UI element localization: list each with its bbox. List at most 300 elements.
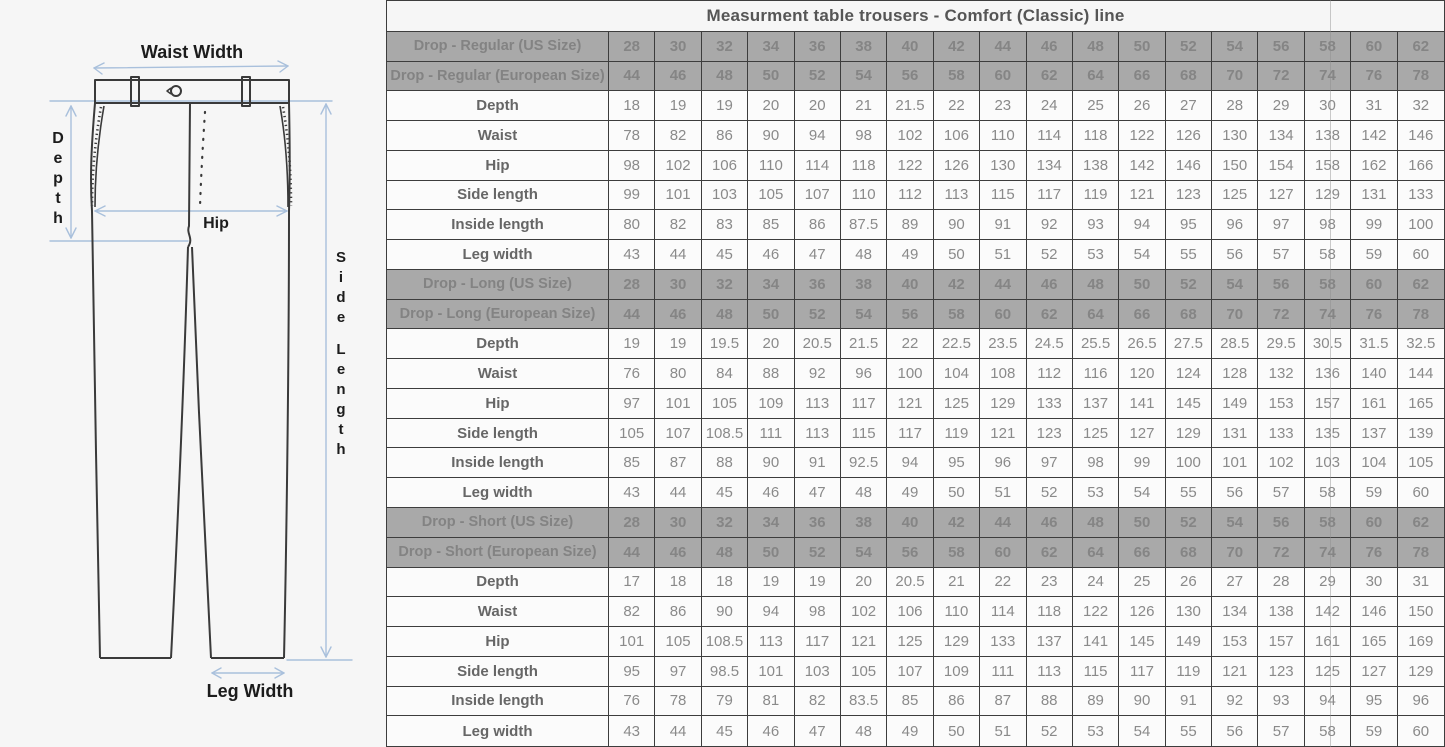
vertical-label-letter: t [338, 421, 344, 438]
row-label: Inside length [387, 687, 609, 717]
size-value-cell: 149 [1166, 627, 1212, 657]
size-value-cell: 166 [1398, 151, 1444, 181]
row-label: Depth [387, 91, 609, 121]
size-value-cell: 116 [1073, 359, 1119, 389]
row-label: Waist [387, 121, 609, 151]
size-value-cell: 27 [1166, 91, 1212, 121]
vertical-label-letter: e [336, 361, 346, 378]
row-label: Side length [387, 181, 609, 211]
size-value-cell: 56 [887, 62, 933, 92]
vertical-label-letter: L [336, 341, 346, 358]
size-value-cell: 57 [1258, 478, 1304, 508]
size-value-cell: 122 [1073, 597, 1119, 627]
size-value-cell: 64 [1073, 300, 1119, 330]
right-leg-outer [284, 103, 290, 658]
size-value-cell: 29 [1258, 91, 1304, 121]
size-value-cell: 59 [1351, 478, 1397, 508]
size-value-cell: 42 [934, 508, 980, 538]
size-value-cell: 24.5 [1027, 329, 1073, 359]
size-value-cell: 83 [702, 210, 748, 240]
size-value-cell: 19 [609, 329, 655, 359]
size-value-cell: 91 [1166, 687, 1212, 717]
size-value-cell: 68 [1166, 300, 1212, 330]
size-value-cell: 146 [1351, 597, 1397, 627]
size-value-cell: 44 [609, 300, 655, 330]
size-value-cell: 23 [980, 91, 1026, 121]
size-value-cell: 54 [1119, 240, 1165, 270]
size-value-cell: 94 [887, 448, 933, 478]
size-value-cell: 97 [655, 657, 701, 687]
size-value-cell: 106 [702, 151, 748, 181]
size-value-cell: 99 [1351, 210, 1397, 240]
size-value-cell: 88 [1027, 687, 1073, 717]
size-value-cell: 107 [887, 657, 933, 687]
size-value-cell: 32 [702, 32, 748, 62]
size-value-cell: 43 [609, 240, 655, 270]
size-value-cell: 142 [1305, 597, 1351, 627]
size-value-cell: 57 [1258, 716, 1304, 746]
size-value-cell: 52 [1027, 716, 1073, 746]
size-value-cell: 98 [1073, 448, 1119, 478]
size-value-cell: 82 [609, 597, 655, 627]
size-value-cell: 98 [841, 121, 887, 151]
size-value-cell: 52 [1166, 270, 1212, 300]
size-value-cell: 113 [934, 181, 980, 211]
size-value-cell: 30.5 [1305, 329, 1351, 359]
size-value-cell: 30 [655, 508, 701, 538]
size-value-cell: 52 [1166, 32, 1212, 62]
size-value-cell: 105 [702, 389, 748, 419]
size-value-cell: 23 [1027, 568, 1073, 598]
size-value-cell: 56 [1212, 478, 1258, 508]
size-value-cell: 142 [1351, 121, 1397, 151]
size-value-cell: 66 [1119, 62, 1165, 92]
measurement-row [387, 389, 1444, 419]
size-value-cell: 87.5 [841, 210, 887, 240]
size-value-cell: 112 [1027, 359, 1073, 389]
size-value-cell: 58 [934, 62, 980, 92]
size-value-cell: 58 [1305, 508, 1351, 538]
measurement-row [387, 240, 1444, 270]
size-value-cell: 157 [1258, 627, 1304, 657]
size-value-cell: 46 [1027, 270, 1073, 300]
size-value-cell: 141 [1119, 389, 1165, 419]
size-value-cell: 125 [1305, 657, 1351, 687]
size-value-cell: 78 [1398, 62, 1444, 92]
table-title-row [387, 1, 1444, 32]
size-value-cell: 54 [1212, 32, 1258, 62]
measurement-row [387, 210, 1444, 240]
size-value-cell: 52 [1166, 508, 1212, 538]
size-value-cell: 62 [1027, 538, 1073, 568]
size-value-cell: 56 [1212, 716, 1258, 746]
size-value-cell: 130 [1212, 121, 1258, 151]
measurement-row [387, 657, 1444, 687]
size-value-cell: 46 [1027, 508, 1073, 538]
size-value-cell: 154 [1258, 151, 1304, 181]
size-value-cell: 25.5 [1073, 329, 1119, 359]
size-value-cell: 21 [934, 568, 980, 598]
size-value-cell: 60 [1398, 478, 1444, 508]
row-label: Drop - Long (US Size) [387, 270, 609, 300]
size-value-cell: 137 [1073, 389, 1119, 419]
size-value-cell: 94 [1305, 687, 1351, 717]
size-value-cell: 115 [980, 181, 1026, 211]
row-label: Waist [387, 597, 609, 627]
size-value-cell: 76 [1351, 538, 1397, 568]
row-label: Depth [387, 568, 609, 598]
size-value-cell: 20 [795, 91, 841, 121]
size-value-cell: 45 [702, 716, 748, 746]
size-value-cell: 29 [1305, 568, 1351, 598]
size-value-cell: 76 [1351, 62, 1397, 92]
size-value-cell: 64 [1073, 62, 1119, 92]
measurement-row [387, 627, 1444, 657]
size-value-cell: 101 [655, 389, 701, 419]
size-value-cell: 127 [1258, 181, 1304, 211]
drop-header-row [387, 300, 1444, 330]
size-value-cell: 102 [1258, 448, 1304, 478]
size-value-cell: 70 [1212, 62, 1258, 92]
size-value-cell: 102 [887, 121, 933, 151]
size-value-cell: 138 [1258, 597, 1304, 627]
size-value-cell: 22 [980, 568, 1026, 598]
size-value-cell: 145 [1166, 389, 1212, 419]
size-value-cell: 49 [887, 716, 933, 746]
size-value-cell: 48 [702, 62, 748, 92]
row-label: Hip [387, 627, 609, 657]
size-value-cell: 28 [1258, 568, 1304, 598]
size-value-cell: 113 [748, 627, 794, 657]
size-value-cell: 48 [702, 538, 748, 568]
size-value-cell: 54 [841, 300, 887, 330]
size-value-cell: 136 [1305, 359, 1351, 389]
size-value-cell: 129 [934, 627, 980, 657]
size-value-cell: 26.5 [1119, 329, 1165, 359]
size-value-cell: 32 [1398, 91, 1444, 121]
measurement-table [386, 0, 1445, 747]
size-value-cell: 98.5 [702, 657, 748, 687]
row-label: Hip [387, 151, 609, 181]
size-value-cell: 54 [841, 538, 887, 568]
size-value-cell: 47 [795, 478, 841, 508]
size-value-cell: 99 [1119, 448, 1165, 478]
measurement-row [387, 716, 1444, 746]
size-value-cell: 95 [609, 657, 655, 687]
size-value-cell: 19 [655, 329, 701, 359]
vertical-label-letter: S [335, 249, 347, 266]
size-value-cell: 74 [1305, 538, 1351, 568]
size-value-cell: 66 [1119, 538, 1165, 568]
size-value-cell: 19.5 [702, 329, 748, 359]
size-value-cell: 36 [795, 270, 841, 300]
size-value-cell: 90 [1119, 687, 1165, 717]
size-value-cell: 36 [795, 508, 841, 538]
size-value-cell: 48 [841, 240, 887, 270]
size-value-cell: 48 [1073, 270, 1119, 300]
size-value-cell: 68 [1166, 538, 1212, 568]
size-value-cell: 106 [934, 121, 980, 151]
row-label: Waist [387, 359, 609, 389]
size-value-cell: 101 [609, 627, 655, 657]
size-value-cell: 46 [1027, 32, 1073, 62]
size-value-cell: 19 [702, 91, 748, 121]
size-value-cell: 97 [609, 389, 655, 419]
size-value-cell: 94 [1119, 210, 1165, 240]
size-value-cell: 104 [934, 359, 980, 389]
drop-header-row [387, 62, 1444, 92]
size-value-cell: 96 [1398, 687, 1444, 717]
size-value-cell: 127 [1119, 419, 1165, 449]
fly-line [188, 103, 190, 247]
size-value-cell: 149 [1212, 389, 1258, 419]
size-value-cell: 28 [609, 508, 655, 538]
size-value-cell: 19 [748, 568, 794, 598]
size-value-cell: 82 [655, 210, 701, 240]
trousers-diagram-svg [0, 0, 386, 747]
size-value-cell: 100 [1166, 448, 1212, 478]
size-value-cell: 34 [748, 32, 794, 62]
vertical-label-letter: n [336, 381, 346, 398]
vertical-label-letter: g [336, 401, 346, 418]
size-value-cell: 105 [1398, 448, 1444, 478]
size-value-cell: 105 [748, 181, 794, 211]
size-value-cell: 88 [702, 448, 748, 478]
size-value-cell: 40 [887, 508, 933, 538]
size-value-cell: 114 [795, 151, 841, 181]
measurement-row [387, 419, 1444, 449]
size-value-cell: 84 [702, 359, 748, 389]
size-value-cell: 62 [1398, 270, 1444, 300]
size-value-cell: 50 [748, 62, 794, 92]
size-value-cell: 46 [748, 716, 794, 746]
size-value-cell: 169 [1398, 627, 1444, 657]
size-value-cell: 100 [1398, 210, 1444, 240]
size-value-cell: 100 [887, 359, 933, 389]
size-value-cell: 44 [980, 270, 1026, 300]
size-value-cell: 150 [1398, 597, 1444, 627]
size-value-cell: 105 [609, 419, 655, 449]
size-value-cell: 44 [655, 240, 701, 270]
size-value-cell: 110 [934, 597, 980, 627]
size-value-cell: 62 [1398, 508, 1444, 538]
size-value-cell: 55 [1166, 478, 1212, 508]
measurement-row [387, 597, 1444, 627]
size-value-cell: 133 [980, 627, 1026, 657]
size-value-cell: 58 [1305, 240, 1351, 270]
size-value-cell: 153 [1258, 389, 1304, 419]
size-value-cell: 60 [1351, 270, 1397, 300]
size-value-cell: 119 [934, 419, 980, 449]
size-value-cell: 113 [795, 419, 841, 449]
right-leg-inner [192, 247, 211, 658]
size-value-cell: 52 [795, 538, 841, 568]
size-value-cell: 38 [841, 32, 887, 62]
size-value-cell: 162 [1351, 151, 1397, 181]
size-value-cell: 134 [1258, 121, 1304, 151]
size-value-cell: 21.5 [887, 91, 933, 121]
size-value-cell: 108.5 [702, 627, 748, 657]
size-value-cell: 90 [934, 210, 980, 240]
size-value-cell: 43 [609, 716, 655, 746]
size-value-cell: 30 [655, 270, 701, 300]
waistband [95, 80, 289, 103]
size-value-cell: 43 [609, 478, 655, 508]
size-value-cell: 146 [1398, 121, 1444, 151]
size-value-cell: 130 [1166, 597, 1212, 627]
crease-dotted-line [200, 112, 205, 207]
size-value-cell: 104 [1351, 448, 1397, 478]
size-value-cell: 121 [980, 419, 1026, 449]
size-value-cell: 42 [934, 32, 980, 62]
size-value-cell: 114 [980, 597, 1026, 627]
size-value-cell: 92 [1027, 210, 1073, 240]
size-value-cell: 126 [934, 151, 980, 181]
vertical-label-letter: p [53, 170, 63, 187]
drop-header-row [387, 32, 1444, 62]
size-value-cell: 56 [1258, 270, 1304, 300]
size-value-cell: 120 [1119, 359, 1165, 389]
row-label: Side length [387, 419, 609, 449]
size-value-cell: 96 [980, 448, 1026, 478]
size-value-cell: 95 [934, 448, 980, 478]
size-value-cell: 30 [655, 32, 701, 62]
drop-header-row [387, 270, 1444, 300]
measurement-row [387, 478, 1444, 508]
size-value-cell: 129 [1166, 419, 1212, 449]
size-value-cell: 107 [795, 181, 841, 211]
size-value-cell: 126 [1119, 597, 1165, 627]
size-value-cell: 113 [795, 389, 841, 419]
size-value-cell: 133 [1398, 181, 1444, 211]
size-value-cell: 119 [1073, 181, 1119, 211]
size-value-cell: 124 [1166, 359, 1212, 389]
size-value-cell: 80 [655, 359, 701, 389]
size-value-cell: 98 [1305, 210, 1351, 240]
size-value-cell: 118 [1073, 121, 1119, 151]
measurement-row [387, 181, 1444, 211]
size-value-cell: 53 [1073, 478, 1119, 508]
size-value-cell: 165 [1351, 627, 1397, 657]
size-value-cell: 118 [841, 151, 887, 181]
size-value-cell: 34 [748, 508, 794, 538]
vertical-label-letter: D [52, 130, 64, 147]
size-value-cell: 53 [1073, 240, 1119, 270]
size-value-cell: 92.5 [841, 448, 887, 478]
size-value-cell: 146 [1166, 151, 1212, 181]
size-value-cell: 51 [980, 478, 1026, 508]
size-value-cell: 131 [1212, 419, 1258, 449]
size-value-cell: 56 [1258, 32, 1304, 62]
measurement-row [387, 121, 1444, 151]
size-value-cell: 118 [1027, 597, 1073, 627]
trousers-outline [91, 77, 290, 658]
size-value-cell: 94 [795, 121, 841, 151]
row-label: Hip [387, 389, 609, 419]
size-value-cell: 54 [1119, 478, 1165, 508]
size-value-cell: 28 [609, 270, 655, 300]
size-value-cell: 80 [609, 210, 655, 240]
size-value-cell: 19 [795, 568, 841, 598]
size-value-cell: 44 [980, 32, 1026, 62]
size-value-cell: 52 [795, 300, 841, 330]
size-value-cell: 40 [887, 32, 933, 62]
size-value-cell: 52 [1027, 240, 1073, 270]
size-value-cell: 56 [887, 300, 933, 330]
size-value-cell: 101 [748, 657, 794, 687]
size-value-cell: 50 [748, 300, 794, 330]
size-value-cell: 125 [1073, 419, 1119, 449]
size-value-cell: 59 [1351, 716, 1397, 746]
size-value-cell: 53 [1073, 716, 1119, 746]
size-value-cell: 62 [1027, 300, 1073, 330]
size-value-cell: 66 [1119, 300, 1165, 330]
vertical-label-letter: e [336, 309, 346, 326]
hip-label: Hip [203, 215, 229, 232]
size-value-cell: 86 [934, 687, 980, 717]
size-value-cell: 46 [748, 240, 794, 270]
size-value-cell: 45 [702, 478, 748, 508]
vertical-label-letter: d [336, 289, 346, 306]
size-value-cell: 22 [934, 91, 980, 121]
size-value-cell: 114 [1027, 121, 1073, 151]
size-value-cell: 60 [980, 538, 1026, 568]
size-value-cell: 31 [1351, 91, 1397, 121]
size-value-cell: 96 [1212, 210, 1258, 240]
size-value-cell: 76 [609, 687, 655, 717]
size-value-cell: 126 [1166, 121, 1212, 151]
trousers-measurement-diagram [0, 0, 386, 747]
size-value-cell: 134 [1212, 597, 1258, 627]
size-value-cell: 25 [1073, 91, 1119, 121]
size-value-cell: 48 [841, 478, 887, 508]
size-value-cell: 129 [1398, 657, 1444, 687]
size-value-cell: 74 [1305, 300, 1351, 330]
size-value-cell: 30 [1351, 568, 1397, 598]
size-value-cell: 93 [1073, 210, 1119, 240]
size-value-cell: 20.5 [887, 568, 933, 598]
size-value-cell: 27.5 [1166, 329, 1212, 359]
size-value-cell: 112 [887, 181, 933, 211]
size-value-cell: 48 [1073, 508, 1119, 538]
size-value-cell: 161 [1305, 627, 1351, 657]
size-value-cell: 95 [1166, 210, 1212, 240]
size-value-cell: 117 [887, 419, 933, 449]
size-value-cell: 56 [1212, 240, 1258, 270]
size-value-cell: 121 [1119, 181, 1165, 211]
waist-width-label: Waist Width [140, 42, 244, 62]
size-value-cell: 121 [1212, 657, 1258, 687]
size-value-cell: 74 [1305, 62, 1351, 92]
drop-header-row [387, 538, 1444, 568]
size-value-cell: 18 [702, 568, 748, 598]
size-value-cell: 34 [748, 270, 794, 300]
size-value-cell: 20 [748, 329, 794, 359]
size-value-cell: 88 [748, 359, 794, 389]
size-value-cell: 68 [1166, 62, 1212, 92]
size-value-cell: 58 [1305, 32, 1351, 62]
size-value-cell: 62 [1027, 62, 1073, 92]
size-value-cell: 108.5 [702, 419, 748, 449]
size-value-cell: 50 [1119, 32, 1165, 62]
size-value-cell: 21.5 [841, 329, 887, 359]
size-value-cell: 105 [655, 627, 701, 657]
size-value-cell: 98 [795, 597, 841, 627]
size-value-cell: 50 [748, 538, 794, 568]
size-value-cell: 55 [1166, 240, 1212, 270]
vertical-label-letter: t [55, 190, 61, 207]
size-value-cell: 130 [980, 151, 1026, 181]
